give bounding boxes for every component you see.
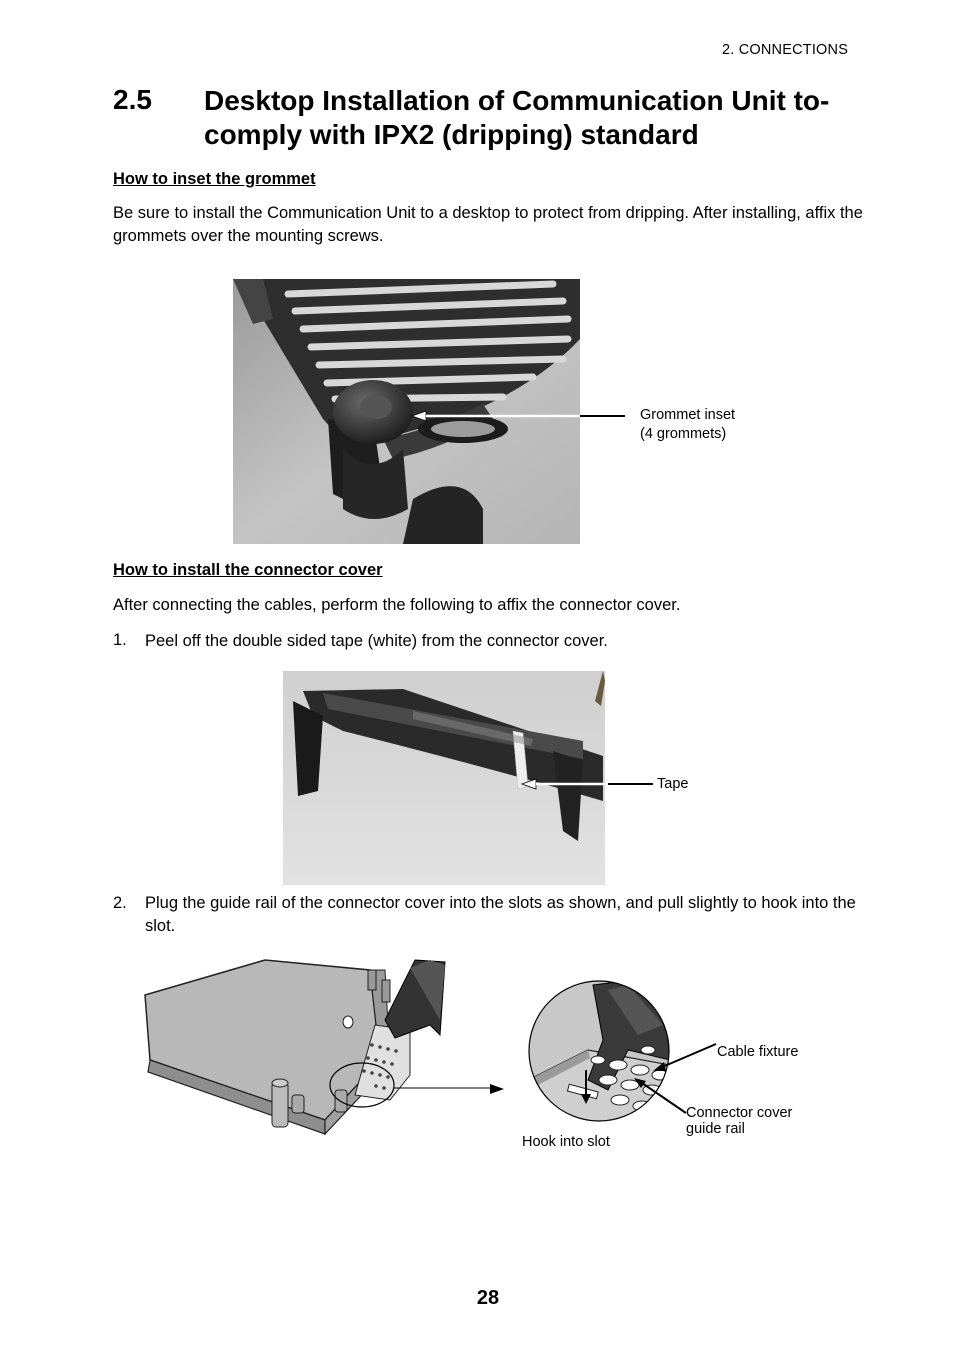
hook-into-slot-label: Hook into slot [522,1134,610,1150]
tape-label: Tape [657,776,689,792]
step-1-text: Peel off the double sided tape (white) from the connector cover. [145,632,608,650]
running-header: 2. CONNECTIONS [722,42,849,58]
unit-illustration [140,950,470,1135]
zoom-arrow [490,1083,506,1095]
tape-leader-arrow [522,778,657,790]
step-2-text: Plug the guide rail of the connector cover into the slots as shown, and pull slightly to hook into the slot. [145,894,856,935]
cable-fixture-label: Cable fixture [717,1044,799,1060]
grommet-paragraph: Be sure to install the Communication Unit to a desktop to protect from dripping. After installing, affix the grommets over the mounting screws. [113,204,863,245]
section-number: 2.5 [113,84,152,115]
page-number: 28 [476,1287,500,1309]
guide-rail-label-line2: guide rail [686,1121,745,1137]
grommet-leader-arrow [412,410,627,422]
grommet-heading: How to inset the grommet [113,170,316,188]
guide-rail-leader [630,1075,688,1117]
section-title: Desktop Installation of Communication Unit to-comply with IPX2 (dripping) standard [204,85,830,150]
guide-rail-label-line1: Connector cover [686,1105,793,1121]
grommet-callout-line1: Grommet inset [640,407,736,423]
step-2-number: 2. [113,894,127,912]
cable-fixture-leader [650,1040,720,1080]
connector-cover-paragraph: After connecting the cables, perform the following to affix the connector cover. [113,596,681,614]
grommet-callout-line2: (4 grommets) [640,426,727,442]
connector-cover-heading: How to install the connector cover [113,561,383,579]
step-1-number: 1. [113,631,127,649]
